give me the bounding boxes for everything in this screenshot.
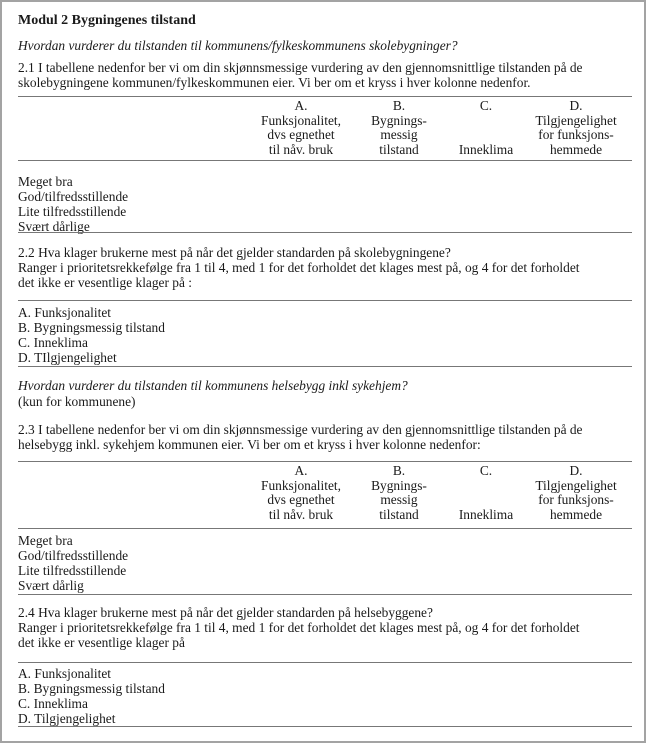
column-a-letter: A. <box>294 463 308 478</box>
column-c-letter: C. <box>479 463 493 478</box>
divider <box>18 662 632 663</box>
divider <box>18 160 632 161</box>
rating-row: Meget bra <box>18 533 73 548</box>
rating-row: Svært dårlig <box>18 578 84 593</box>
rank-item: A. Funksjonalitet <box>18 666 111 681</box>
column-c-line <box>448 128 524 143</box>
divider <box>18 366 632 367</box>
rating-row: Lite tilfredsstillende <box>18 563 127 578</box>
divider <box>18 594 632 595</box>
column-d-line: for funksjons- <box>538 127 614 143</box>
column-header-b <box>359 464 439 522</box>
divider <box>18 232 632 233</box>
q24-text <box>18 605 638 650</box>
column-d-line: hemmede <box>549 141 603 157</box>
divider <box>18 726 632 727</box>
q24-line3: det ikke er vesentlige klager på <box>18 635 185 650</box>
q21-text <box>18 60 638 90</box>
column-b-line: tilstand <box>379 506 419 522</box>
column-header-c <box>448 99 524 157</box>
divider <box>18 528 632 529</box>
column-d-letter: D. <box>569 98 583 113</box>
column-c-line: Inneklima <box>458 141 514 157</box>
column-a-line: til nåv. bruk <box>268 141 334 157</box>
q23-line2: helsebygg inkl. sykehjem kommunen eier. Vi ber om et kryss i hver kolonne nedenfor: <box>18 437 481 452</box>
column-a-line: til nåv. bruk <box>268 506 334 522</box>
q21-line2: skolebygningene kommunen/fylkeskommunen eier. Vi ber om et kryss i hver kolonne nedenfor. <box>18 75 531 90</box>
q23-text <box>18 422 638 452</box>
column-d-letter: D. <box>569 463 583 478</box>
column-b-letter: B. <box>392 463 406 478</box>
column-header-d <box>526 464 626 522</box>
column-b-line: tilstand <box>379 141 419 157</box>
column-a-line: Funksjonalitet, <box>261 112 341 128</box>
school-question-heading: Hvordan vurderer du tilstanden til kommunens/fylkeskommunens skolebygninger? <box>18 38 458 53</box>
health-note: (kun for kommunene) <box>18 394 136 409</box>
q24-line2: Ranger i prioritetsrekkefølge fra 1 til 4, med 1 for det forholdet det klages mest på, og 4 for det forholdet <box>18 620 580 635</box>
column-c-line <box>448 114 524 129</box>
q22-line1: 2.2 Hva klager brukerne mest på når det gjelder standarden på skolebygningene? <box>18 245 451 260</box>
rank-item: C. Inneklima <box>18 696 88 711</box>
column-a-line: dvs egnethet <box>267 127 335 143</box>
column-header-a <box>246 464 356 522</box>
school-rating-rows <box>18 174 128 234</box>
column-b-line: messig <box>380 127 418 143</box>
q23-line1: 2.3 I tabellene nedenfor ber vi om din skjønnsmessige vurdering av den gjennomsnittlige tilstanden på de <box>18 422 583 437</box>
column-header-d <box>526 99 626 157</box>
q24-items <box>18 666 165 726</box>
divider <box>18 461 632 462</box>
column-a-line: Funksjonalitet, <box>261 477 341 493</box>
column-header-c <box>448 464 524 522</box>
column-c-line: Inneklima <box>458 506 514 522</box>
rank-item: D. TIlgjengelighet <box>18 350 117 365</box>
column-c-line <box>448 479 524 494</box>
column-header-b <box>359 99 439 157</box>
column-d-line: for funksjons- <box>538 492 614 508</box>
q24-line1: 2.4 Hva klager brukerne mest på når det gjelder standarden på helsebyggene? <box>18 605 433 620</box>
q22-text <box>18 245 638 290</box>
rating-row: God/tilfredsstillende <box>18 548 129 563</box>
column-d-line: Tilgjengelighet <box>535 112 617 128</box>
module-title: Modul 2 Bygningenes tilstand <box>18 13 196 28</box>
rank-item: C. Inneklima <box>18 335 88 350</box>
rating-row: Svært dårlige <box>18 219 90 234</box>
q21-line1: 2.1 I tabellene nedenfor ber vi om din skjønnsmessige vurdering av den gjennomsnittlige tilstanden på de <box>18 60 583 75</box>
rank-item: B. Bygningsmessig tilstand <box>18 681 165 696</box>
divider <box>18 96 632 97</box>
health-question-heading: Hvordan vurderer du tilstanden til kommunens helsebygg inkl sykehjem? <box>18 378 408 393</box>
rank-item: B. Bygningsmessig tilstand <box>18 320 165 335</box>
health-rating-rows <box>18 533 128 593</box>
rating-row: Meget bra <box>18 174 73 189</box>
q22-items <box>18 305 165 365</box>
rating-row: God/tilfredsstillende <box>18 189 129 204</box>
rating-row: Lite tilfredsstillende <box>18 204 127 219</box>
q22-line2: Ranger i prioritetsrekkefølge fra 1 til 4, med 1 for det forholdet det klages mest på, og 4 for det forholdet <box>18 260 580 275</box>
column-d-line: hemmede <box>549 506 603 522</box>
column-c-letter: C. <box>479 98 493 113</box>
column-d-line: Tilgjengelighet <box>535 477 617 493</box>
rank-item: D. Tilgjengelighet <box>18 711 116 726</box>
rank-item: A. Funksjonalitet <box>18 305 111 320</box>
column-b-line: messig <box>380 492 418 508</box>
column-c-line <box>448 493 524 508</box>
divider <box>18 300 632 301</box>
column-a-line: dvs egnethet <box>267 492 335 508</box>
column-a-letter: A. <box>294 98 308 113</box>
q22-line3: det ikke er vesentlige klager på : <box>18 275 193 290</box>
column-b-letter: B. <box>392 98 406 113</box>
column-b-line: Bygnings- <box>371 112 427 128</box>
column-b-line: Bygnings- <box>371 477 427 493</box>
column-header-a <box>246 99 356 157</box>
